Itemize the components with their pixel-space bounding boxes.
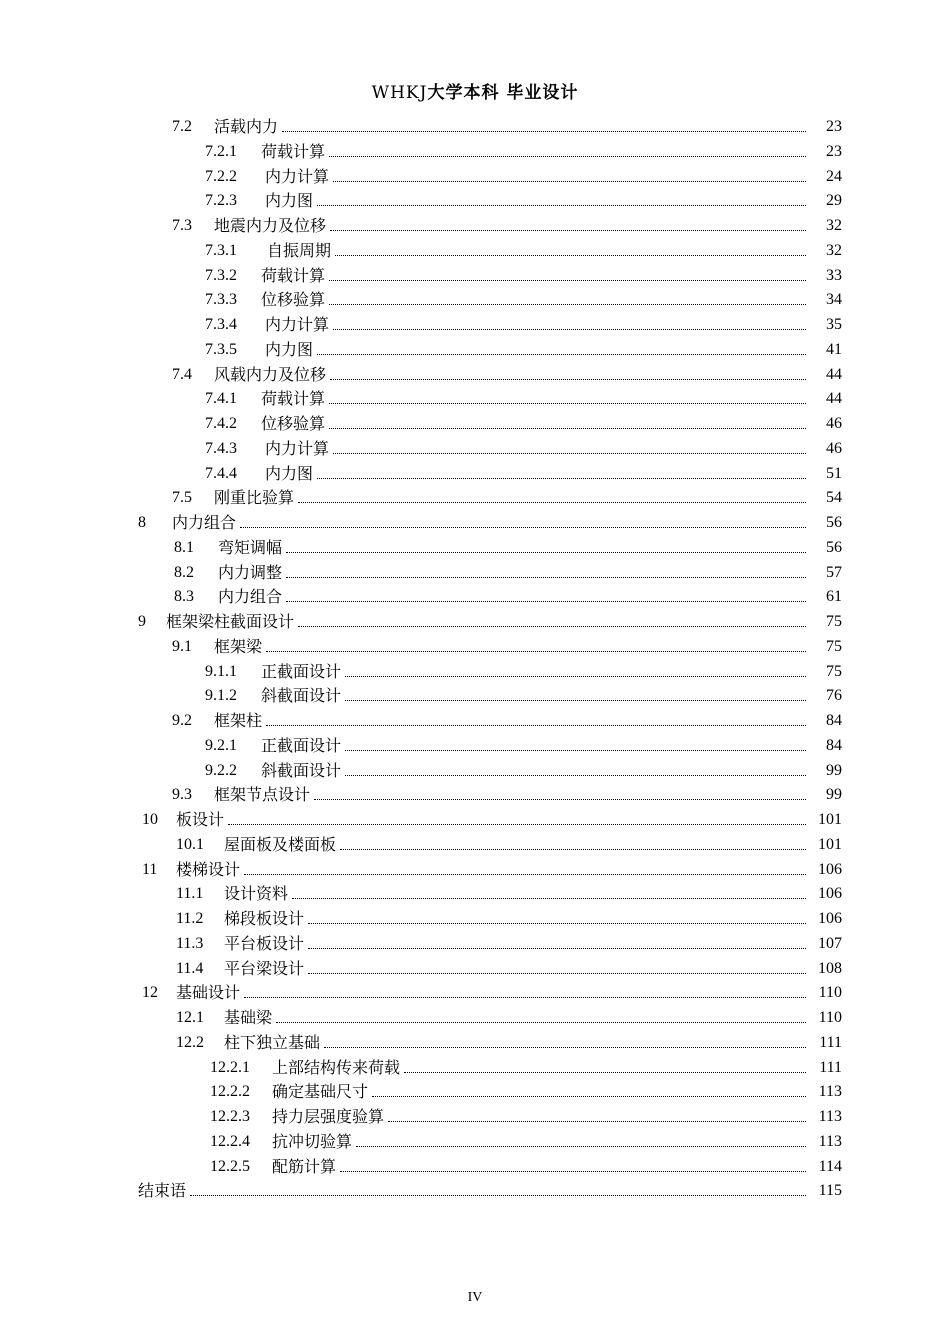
toc-title: 位移验算: [261, 414, 326, 433]
toc-page-number: 111: [819, 1058, 842, 1076]
toc-title: 框架梁柱截面设计: [166, 612, 295, 631]
toc-page-number: 75: [826, 662, 842, 680]
toc-entry[interactable]: [176, 1004, 842, 1028]
toc-leader: [404, 1072, 806, 1073]
toc-number: 7.3.3: [205, 291, 237, 309]
toc-entry[interactable]: [205, 732, 842, 756]
toc-entry[interactable]: [205, 163, 842, 187]
toc-entry[interactable]: [210, 1078, 842, 1102]
toc-title: 柱下独立基础: [224, 1032, 321, 1052]
toc-title: 正截面设计: [261, 661, 342, 681]
toc-leader: [286, 601, 806, 602]
toc-leader: [345, 676, 806, 677]
toc-leader: [345, 700, 806, 701]
toc-page-number: 35: [826, 316, 842, 333]
toc-entry[interactable]: [205, 658, 842, 682]
toc-leader: [329, 403, 806, 404]
toc-leader: [340, 1171, 806, 1172]
toc-leader: [333, 453, 806, 454]
toc-number: 7.3.4: [205, 316, 237, 333]
toc-leader: [292, 898, 806, 899]
toc-leader: [345, 775, 806, 776]
toc-title: 平台梁设计: [224, 958, 305, 978]
toc-leader: [317, 354, 806, 355]
toc-number: 9.1.1: [205, 662, 237, 680]
toc-page-number: 99: [826, 786, 842, 804]
toc-page-number: 61: [826, 588, 842, 606]
toc-entry[interactable]: [138, 608, 842, 632]
toc-number: 9: [138, 613, 146, 630]
toc-leader: [190, 1195, 806, 1196]
toc-number: 9.2.1: [205, 736, 237, 754]
toc-page-number: 84: [826, 712, 842, 729]
toc-leader: [298, 502, 806, 503]
toc-entry[interactable]: [205, 410, 842, 434]
toc-title: 设计资料: [224, 884, 289, 904]
toc-page-number: 44: [826, 365, 842, 383]
toc-entry[interactable]: [205, 435, 842, 459]
toc-leader: [372, 1096, 806, 1097]
toc-entry[interactable]: [176, 880, 842, 904]
toc-entry[interactable]: [205, 682, 842, 706]
toc-leader: [335, 255, 806, 256]
toc-title: 抗冲切验算: [272, 1131, 353, 1151]
toc-entry[interactable]: [172, 633, 842, 657]
toc-page-number: 108: [818, 959, 842, 977]
toc-number: 7.5: [172, 489, 192, 507]
toc-number: 11.3: [176, 934, 204, 952]
toc-title: 内力计算: [265, 315, 330, 334]
toc-entry[interactable]: [210, 1128, 842, 1152]
toc-page-number: 106: [818, 860, 842, 878]
toc-entry[interactable]: [172, 781, 842, 805]
toc-title: 自振周期: [267, 240, 332, 260]
toc-page-number: 113: [818, 1132, 842, 1150]
toc-number: 7.4.4: [205, 464, 237, 482]
header-prefix: WHKJ: [371, 83, 428, 103]
toc-title: 基础梁: [224, 1008, 273, 1027]
toc-title: 刚重比验算: [214, 488, 295, 508]
toc-title: 板设计: [176, 810, 225, 829]
toc-number: 11.2: [176, 910, 204, 927]
toc-entry[interactable]: [174, 559, 842, 583]
toc-entry[interactable]: [205, 757, 842, 781]
toc-title: 内力图: [265, 339, 314, 359]
toc-leader: [333, 329, 806, 330]
toc-number: 7.2.2: [205, 167, 237, 185]
toc-page-number: 113: [818, 1108, 842, 1125]
page-number: IV: [467, 1290, 483, 1305]
toc-page-number: 115: [818, 1182, 842, 1200]
toc-leader: [314, 799, 806, 800]
toc-title: 斜截面设计: [261, 686, 342, 706]
toc-title: 弯矩调幅: [218, 537, 283, 557]
toc-leader: [308, 973, 806, 974]
toc-title: 楼梯设计: [176, 859, 241, 879]
toc-title: 内力计算: [265, 166, 330, 186]
page-header: [0, 78, 950, 103]
toc-title: 屋面板及楼面板: [224, 834, 337, 854]
toc-entry[interactable]: [176, 831, 842, 855]
toc-number: 7.3.5: [205, 340, 237, 358]
toc-page-number: 46: [826, 439, 842, 457]
toc-title: 框架梁: [214, 636, 263, 656]
toc-page-number: 56: [826, 538, 842, 556]
toc-page-number: 113: [818, 1083, 842, 1101]
toc-page-number: 24: [826, 167, 842, 185]
toc-page-number: 99: [826, 761, 842, 779]
toc-title: 内力图: [265, 191, 314, 211]
toc-page-number: 106: [818, 885, 842, 903]
toc-number: 10.1: [176, 835, 204, 853]
toc-title: 内力计算: [265, 438, 330, 458]
toc-leader: [329, 156, 806, 157]
toc-leader: [317, 205, 806, 206]
toc-leader: [330, 379, 806, 380]
toc-entry[interactable]: [205, 311, 842, 335]
toc-leader: [228, 824, 806, 825]
toc-title: 框架柱: [214, 711, 263, 730]
toc-page-number: 23: [826, 118, 842, 135]
toc-title: 风载内力及位移: [214, 364, 327, 384]
toc-entry[interactable]: [142, 856, 842, 880]
toc-leader: [240, 527, 806, 528]
toc-page-number: 32: [826, 241, 842, 259]
toc-page-number: 44: [826, 390, 842, 408]
toc-number: 7.4: [172, 365, 192, 383]
header-title: 大学本科 毕业设计: [427, 83, 579, 103]
toc-leader: [333, 181, 806, 182]
toc-leader: [388, 1121, 806, 1122]
toc-title: 内力图: [265, 463, 314, 483]
toc-leader: [286, 552, 806, 553]
toc-title: 斜截面设计: [261, 760, 342, 780]
toc-entry[interactable]: [176, 905, 842, 929]
toc-leader: [324, 1047, 806, 1048]
toc-number: 9.2: [172, 712, 192, 729]
toc-number: 8.2: [174, 563, 194, 581]
toc-entry[interactable]: [174, 534, 842, 558]
toc-number: 7.2.1: [205, 142, 237, 160]
toc-number: 12.2.1: [210, 1058, 250, 1076]
toc-page-number: 111: [819, 1033, 842, 1051]
toc-title: 活载内力: [214, 117, 279, 136]
toc-page-number: 114: [818, 1157, 842, 1175]
toc-leader: [317, 478, 806, 479]
toc-page-number: 57: [826, 563, 842, 581]
toc-number: 7.3.2: [205, 266, 237, 284]
toc-leader: [286, 577, 806, 578]
toc-leader: [356, 1146, 806, 1147]
toc-leader: [329, 280, 806, 281]
toc-leader: [308, 923, 806, 924]
toc-number: 7.4.3: [205, 439, 237, 457]
toc-number: 7.2: [172, 118, 192, 135]
toc-number: 9.1.2: [205, 687, 237, 705]
toc-page-number: 32: [826, 217, 842, 234]
toc-number: 9.2.2: [205, 761, 237, 779]
toc-page-number: 101: [818, 835, 842, 853]
toc-leader: [345, 750, 806, 751]
toc-page-number: 51: [826, 464, 842, 482]
toc-number: 8.3: [174, 588, 194, 606]
toc-title: 持力层强度验算: [272, 1107, 385, 1126]
toc-page-number: 107: [818, 934, 842, 952]
toc-page-number: 75: [826, 613, 842, 630]
toc-page-number: 23: [826, 142, 842, 160]
toc-title: 梯段板设计: [224, 909, 305, 928]
toc-leader: [330, 230, 806, 231]
toc-title: 平台板设计: [224, 933, 305, 953]
toc-title: 配筋计算: [272, 1156, 337, 1176]
toc-leader: [329, 304, 806, 305]
toc-number: 12.2.2: [210, 1083, 250, 1101]
toc-entry[interactable]: [172, 361, 842, 385]
toc-leader: [329, 428, 806, 429]
toc-leader: [340, 849, 806, 850]
toc-entry[interactable]: [176, 1029, 842, 1053]
toc-leader: [244, 997, 806, 998]
toc-leader: [244, 874, 806, 875]
toc-entry[interactable]: [205, 138, 842, 162]
toc-number: 7.4.1: [205, 390, 237, 408]
toc-title: 上部结构传来荷载: [272, 1057, 401, 1077]
toc-page-number: 84: [826, 736, 842, 754]
toc-page-number: 29: [826, 192, 842, 210]
toc-number: 12.2.4: [210, 1132, 250, 1150]
toc-title: 结束语: [138, 1181, 187, 1201]
toc-entry[interactable]: [172, 484, 842, 508]
toc-number: 7.4.2: [205, 415, 237, 432]
toc-entry[interactable]: [138, 509, 842, 533]
toc-number: 11: [142, 860, 158, 878]
toc-entry[interactable]: [176, 930, 842, 954]
toc-entry[interactable]: [210, 1103, 842, 1127]
toc-page-number: 34: [826, 291, 842, 309]
toc-number: 8: [138, 514, 146, 531]
toc-page-number: 76: [826, 687, 842, 705]
toc-page-number: 110: [818, 1009, 842, 1026]
toc-number: 7.3: [172, 217, 192, 234]
toc-leader: [282, 131, 806, 132]
toc-entry[interactable]: [172, 113, 842, 137]
toc-leader: [266, 651, 806, 652]
toc-number: 9.1: [172, 637, 192, 655]
toc-title: 位移验算: [261, 290, 326, 310]
toc-title: 荷载计算: [261, 389, 326, 409]
toc-page-number: 106: [818, 910, 842, 927]
toc-entry[interactable]: [210, 1153, 842, 1177]
toc-page-number: 54: [826, 489, 842, 507]
toc-entry[interactable]: [205, 187, 842, 211]
toc-entry[interactable]: [205, 286, 842, 310]
toc-number: 11.4: [176, 959, 204, 977]
toc-leader: [266, 725, 806, 726]
toc-entry[interactable]: [174, 583, 842, 607]
toc-entry[interactable]: [205, 237, 842, 261]
toc-number: 8.1: [174, 538, 194, 556]
toc-title: 确定基础尺寸: [272, 1082, 369, 1102]
toc-title: 内力组合: [172, 513, 237, 532]
toc-title: 基础设计: [176, 983, 241, 1003]
toc-number: 7.3.1: [205, 241, 237, 259]
toc-page-number: 41: [826, 340, 842, 358]
toc-number: 12.2.5: [210, 1157, 250, 1175]
toc-number: 12: [142, 984, 158, 1002]
toc-title: 正截面设计: [261, 735, 342, 755]
toc-leader: [308, 948, 806, 949]
toc-entry[interactable]: [205, 336, 842, 360]
toc-entry[interactable]: [142, 979, 842, 1003]
toc-number: 10: [142, 811, 158, 828]
toc-entry[interactable]: [172, 707, 842, 731]
toc-title: 内力调整: [218, 562, 283, 582]
toc-page-number: 75: [826, 637, 842, 655]
toc-title: 地震内力及位移: [214, 216, 327, 235]
toc-number: 12.2.3: [210, 1108, 250, 1125]
toc-leader: [276, 1022, 806, 1023]
toc-number: 7.2.3: [205, 192, 237, 210]
toc-number: 9.3: [172, 786, 192, 804]
toc-number: 12.1: [176, 1009, 204, 1026]
toc-entry[interactable]: [205, 385, 842, 409]
toc-entry[interactable]: [172, 212, 842, 236]
toc-title: 框架节点设计: [214, 785, 311, 805]
toc-page-number: 33: [826, 266, 842, 284]
toc-title: 荷载计算: [261, 141, 326, 161]
toc-entry[interactable]: [142, 806, 842, 830]
toc-page-number: 110: [818, 984, 842, 1002]
toc-number: 12.2: [176, 1033, 204, 1051]
toc-entry[interactable]: [176, 955, 842, 979]
toc-page-number: 101: [818, 811, 842, 828]
toc-title: 内力组合: [218, 587, 283, 607]
toc-entry[interactable]: [205, 262, 842, 286]
toc-number: 11.1: [176, 885, 204, 903]
toc-leader: [298, 626, 806, 627]
toc-page-number: 56: [826, 514, 842, 531]
toc-page-number: 46: [826, 415, 842, 432]
toc-entry[interactable]: [210, 1054, 842, 1078]
toc-entry[interactable]: [205, 460, 842, 484]
toc-entry[interactable]: [138, 1177, 842, 1201]
toc-title: 荷载计算: [261, 265, 326, 285]
